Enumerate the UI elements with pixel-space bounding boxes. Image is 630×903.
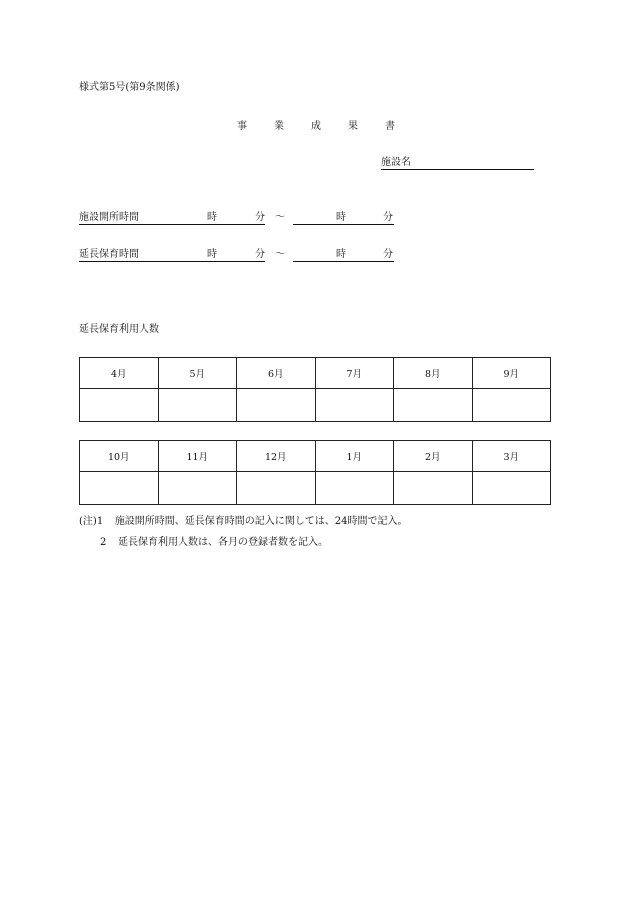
facility-name-field[interactable]: [381, 169, 534, 170]
note-number: 2: [100, 537, 107, 548]
month-value-row: [80, 472, 551, 505]
month-header: 9月: [472, 358, 551, 389]
month-value-cell[interactable]: [237, 389, 316, 422]
month-header: 7月: [315, 358, 394, 389]
title-char: 事: [237, 121, 247, 132]
usage-table-apr-sep: [79, 357, 551, 422]
month-value-row: [80, 389, 551, 422]
month-header: 1月: [315, 441, 394, 472]
extended-hours-end-field[interactable]: [293, 261, 394, 262]
month-header-row: [80, 441, 551, 472]
note-text: 延長保育利用人数は、各月の登録者数を記入。: [118, 537, 328, 548]
form-number: 様式第5号(第9条関係): [79, 82, 180, 93]
title-char: 果: [348, 121, 358, 132]
month-value-cell[interactable]: [80, 472, 159, 505]
month-header: 8月: [394, 358, 473, 389]
note-prefix: (注): [79, 516, 97, 527]
month-header: 12月: [237, 441, 316, 472]
usage-table-oct-mar: [79, 440, 551, 505]
extended-end-minute-unit: 分: [383, 249, 393, 260]
month-value-cell[interactable]: [394, 472, 473, 505]
extended-start-hour-unit: 時: [207, 249, 217, 260]
title-char: 書: [385, 121, 395, 132]
month-value-cell[interactable]: [315, 472, 394, 505]
extended-hours-field[interactable]: [79, 261, 265, 262]
month-value-cell[interactable]: [315, 389, 394, 422]
extended-range-separator: ～: [275, 249, 285, 260]
opening-end-hour-unit: 時: [336, 212, 346, 223]
usage-section-title: 延長保育利用人数: [79, 324, 159, 335]
month-header: 6月: [237, 358, 316, 389]
extended-end-hour-unit: 時: [336, 249, 346, 260]
opening-hours-label: 施設開所時間: [79, 212, 139, 223]
opening-hours-end-field[interactable]: [293, 224, 394, 225]
month-value-cell[interactable]: [472, 472, 551, 505]
month-value-cell[interactable]: [80, 389, 159, 422]
month-header: 4月: [80, 358, 159, 389]
note-number: 1: [96, 516, 104, 527]
month-value-cell[interactable]: [158, 472, 237, 505]
title-char: 成: [311, 121, 321, 132]
note-1: [79, 516, 408, 528]
opening-start-hour-unit: 時: [207, 212, 217, 223]
month-header-row: [80, 358, 551, 389]
opening-end-minute-unit: 分: [383, 212, 393, 223]
facility-name-label: 施設名: [381, 157, 411, 168]
month-value-cell[interactable]: [472, 389, 551, 422]
opening-hours-field[interactable]: [79, 224, 265, 225]
note-2: [100, 537, 328, 549]
opening-start-minute-unit: 分: [255, 212, 265, 223]
note-text: 施設開所時間、延長保育時間の記入に関しては、24時間で記入。: [114, 516, 408, 527]
month-header: 11月: [158, 441, 237, 472]
document-title: [237, 121, 422, 133]
title-char: 業: [274, 121, 284, 132]
month-value-cell[interactable]: [394, 389, 473, 422]
extended-hours-label: 延長保育時間: [79, 249, 139, 260]
month-header: 3月: [472, 441, 551, 472]
month-header: 2月: [394, 441, 473, 472]
month-value-cell[interactable]: [158, 389, 237, 422]
month-header: 5月: [158, 358, 237, 389]
month-header: 10月: [80, 441, 159, 472]
extended-start-minute-unit: 分: [255, 249, 265, 260]
opening-range-separator: ～: [275, 212, 285, 223]
month-value-cell[interactable]: [237, 472, 316, 505]
